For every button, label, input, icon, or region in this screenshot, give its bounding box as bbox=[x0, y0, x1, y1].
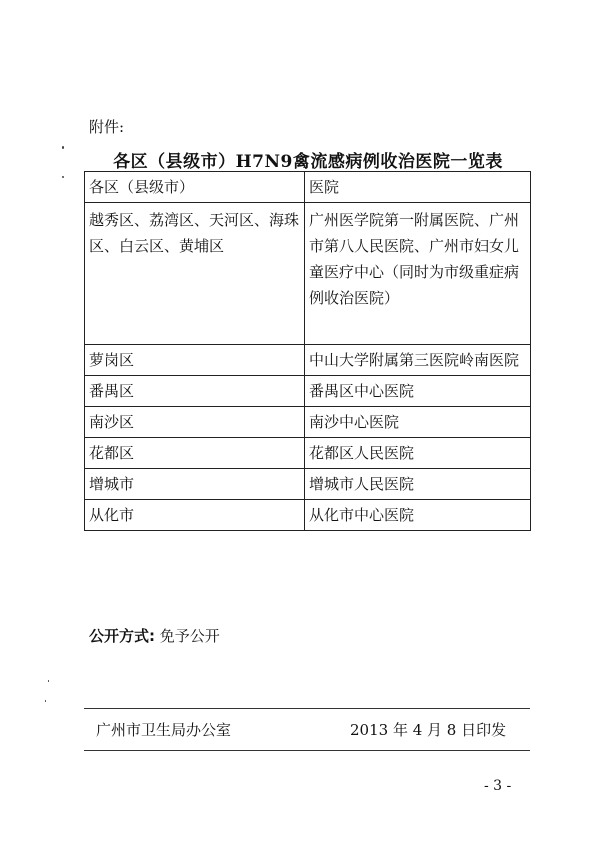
table-row bbox=[85, 438, 531, 469]
hospital-cell: 南沙中心医院 bbox=[305, 407, 531, 438]
hospital-cell: 增城市人民医院 bbox=[305, 469, 531, 500]
hospital-table bbox=[84, 171, 531, 531]
issue-date: 2013 年 4 月 8 日印发 bbox=[350, 721, 507, 739]
table-header-row bbox=[85, 172, 531, 203]
header-hospital: 医院 bbox=[305, 172, 531, 203]
attachment-label: 附件: bbox=[89, 118, 125, 136]
scan-speck bbox=[45, 700, 46, 702]
header-district: 各区（县级市） bbox=[85, 172, 305, 203]
page-number: - 3 - bbox=[484, 778, 512, 794]
hospital-cell: 花都区人民医院 bbox=[305, 438, 531, 469]
table-row bbox=[85, 345, 531, 376]
scan-speck bbox=[62, 146, 64, 149]
footer-bottom-rule bbox=[84, 750, 530, 751]
district-cell: 南沙区 bbox=[85, 407, 305, 438]
issuing-office: 广州市卫生局办公室 bbox=[96, 721, 232, 739]
district-cell: 萝岗区 bbox=[85, 345, 305, 376]
footer-top-rule bbox=[84, 708, 530, 709]
hospital-cell: 中山大学附属第三医院岭南医院 bbox=[305, 345, 531, 376]
district-cell: 越秀区、荔湾区、天河区、海珠区、白云区、黄埔区 bbox=[85, 203, 305, 345]
hospital-cell: 番禺区中心医院 bbox=[305, 376, 531, 407]
disclosure-value: 免予公开 bbox=[159, 627, 220, 645]
table-row bbox=[85, 469, 531, 500]
table-row bbox=[85, 203, 531, 345]
hospital-cell: 从化市中心医院 bbox=[305, 500, 531, 531]
hospital-cell: 广州医学院第一附属医院、广州市第八人民医院、广州市妇女儿童医疗中心（同时为市级重症病例收治医院） bbox=[305, 203, 531, 345]
document-title: 各区（县级市）H7N9禽流感病例收治医院一览表 bbox=[113, 152, 503, 172]
district-cell: 番禺区 bbox=[85, 376, 305, 407]
disclosure-label: 公开方式: bbox=[89, 627, 155, 645]
table-row bbox=[85, 376, 531, 407]
table-row bbox=[85, 500, 531, 531]
scan-speck bbox=[48, 680, 49, 682]
disclosure-line bbox=[89, 625, 220, 646]
district-cell: 花都区 bbox=[85, 438, 305, 469]
district-cell: 增城市 bbox=[85, 469, 305, 500]
scan-speck bbox=[62, 176, 64, 178]
table-row bbox=[85, 407, 531, 438]
district-cell: 从化市 bbox=[85, 500, 305, 531]
